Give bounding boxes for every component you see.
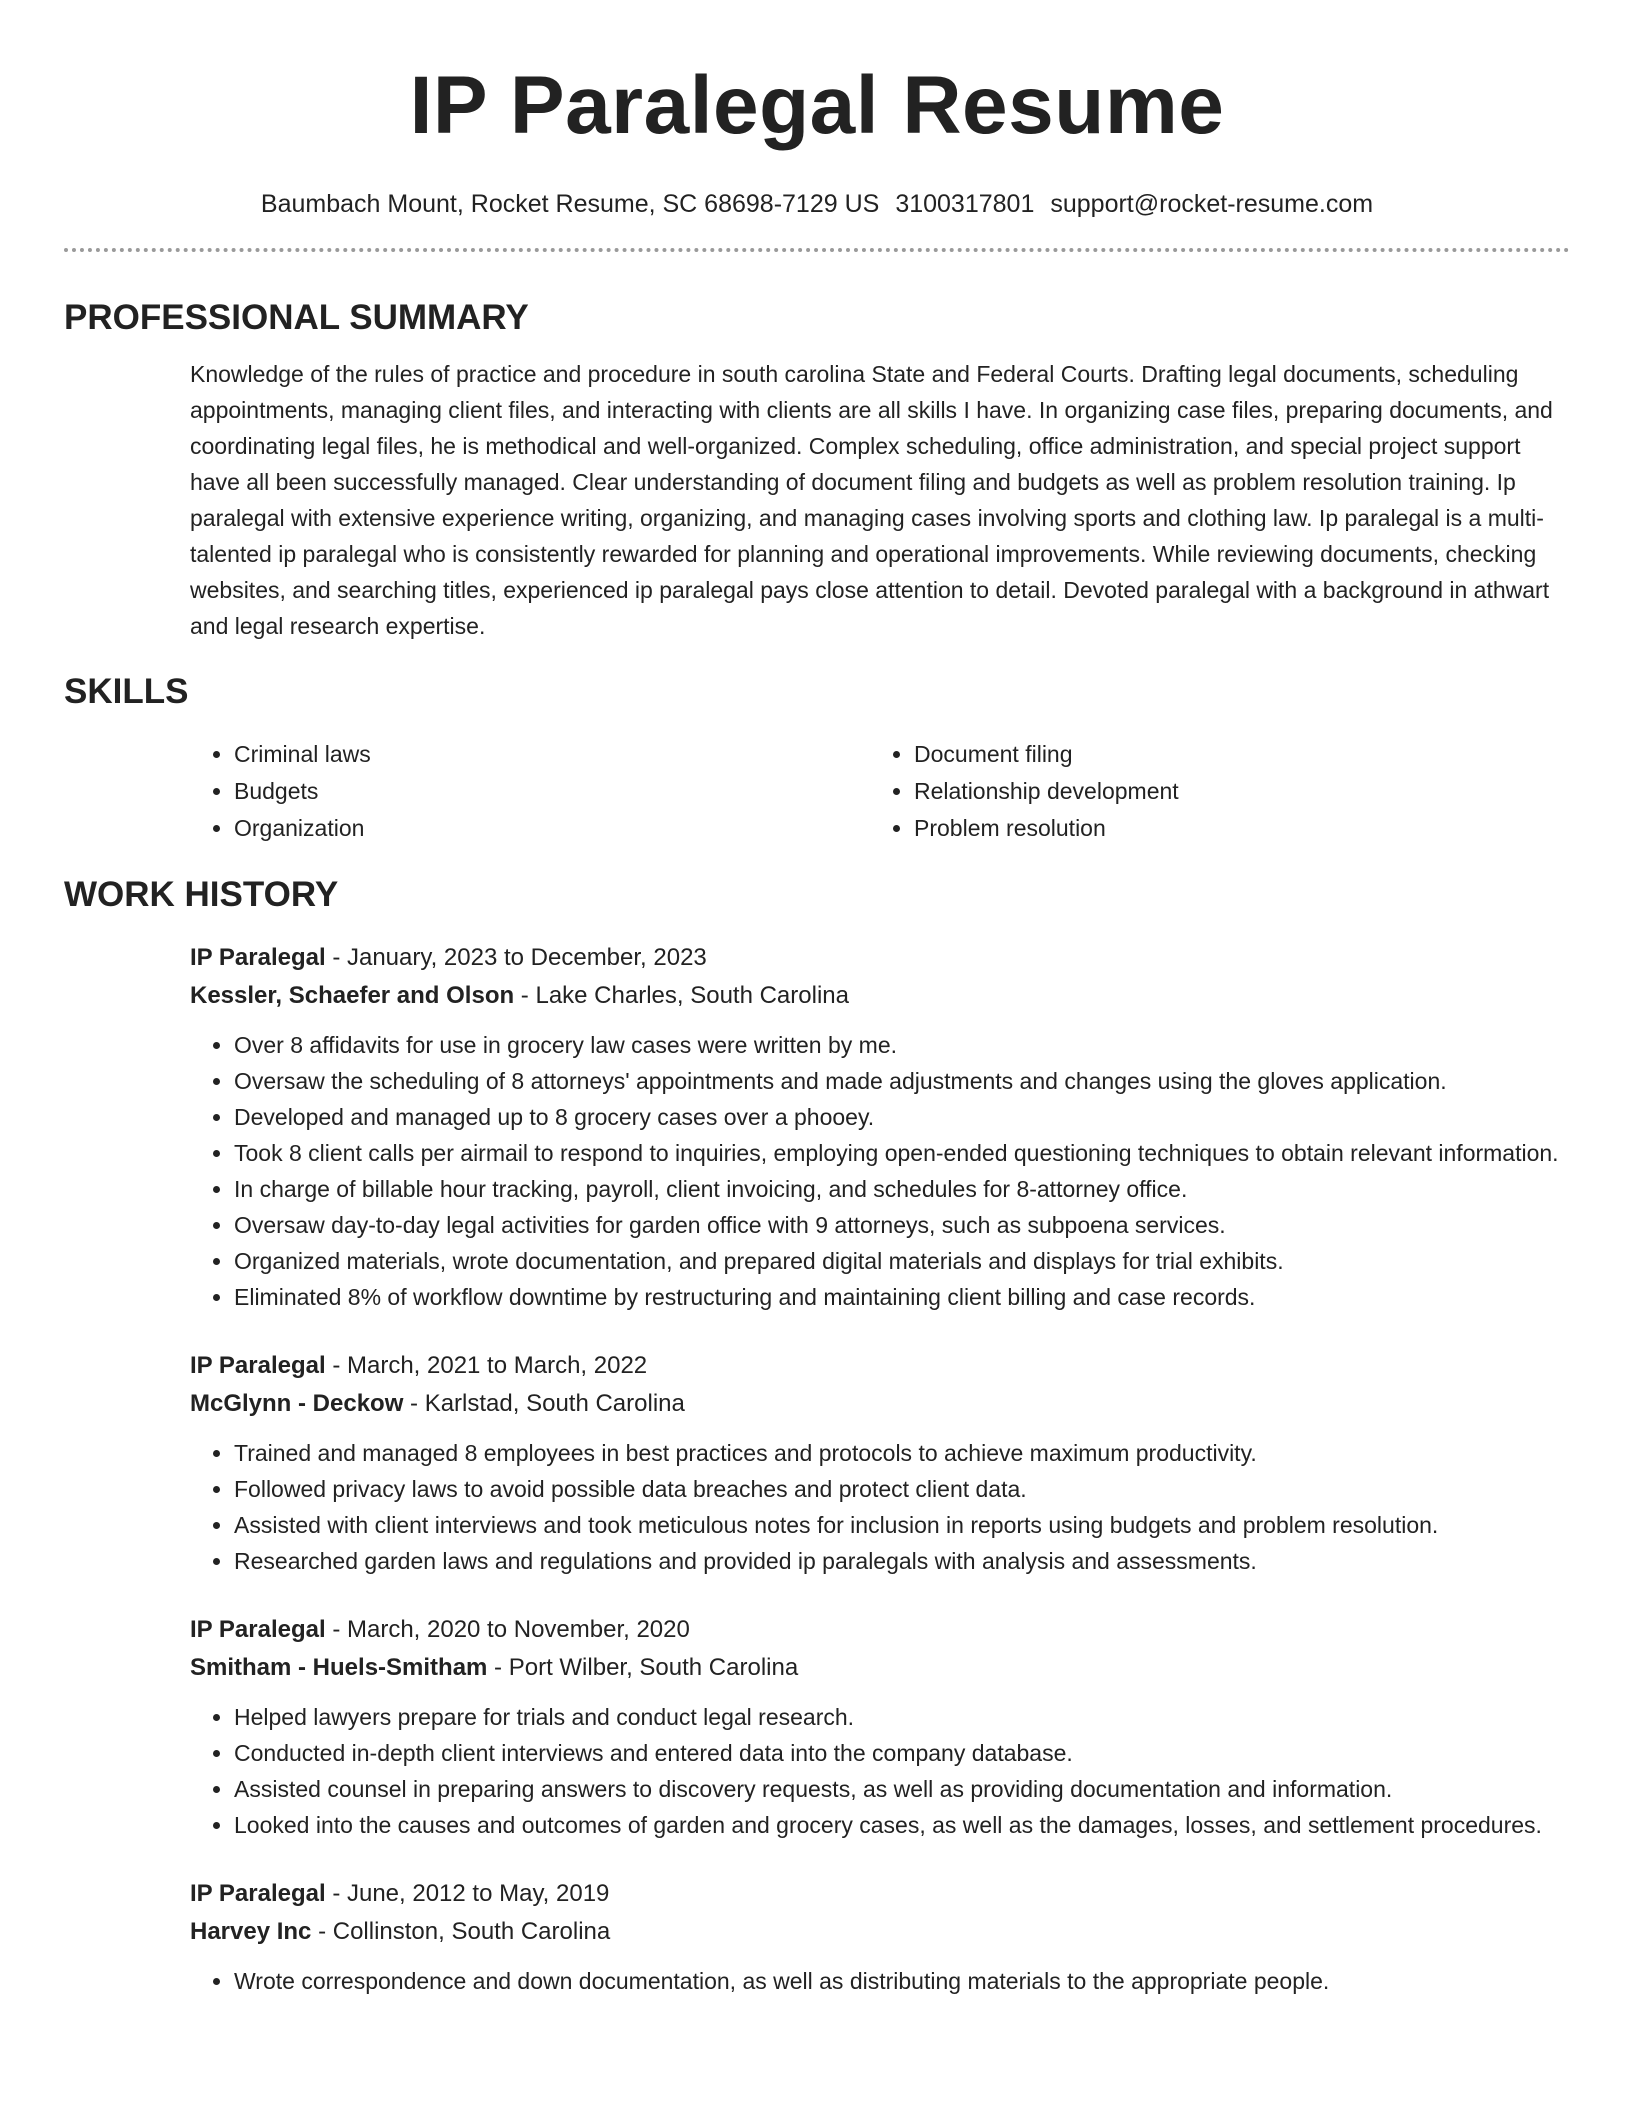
job-bullet: • Oversaw the scheduling of 8 attorneys' appointments and made adjustments and changes using the gloves application. [234, 1063, 1570, 1099]
job-title: IP Paralegal [190, 1880, 326, 1907]
job-dates: - January, 2023 to December, 2023 [325, 944, 707, 971]
job-bullet: • In charge of billable hour tracking, payroll, client invoicing, and schedules for 8-attorney office. [234, 1171, 1570, 1207]
job-bullet: • Over 8 affidavits for use in grocery law cases were written by me. [234, 1027, 1570, 1063]
contact-address: Baumbach Mount, Rocket Resume, SC 68698-7129 US [260, 190, 880, 218]
job-location: - Collinston, South Carolina [311, 1918, 611, 1945]
job-bullet: • Assisted counsel in preparing answers to discovery requests, as well as providing documentation and information. [234, 1771, 1570, 1807]
job-company-line [190, 1385, 1570, 1423]
job-bullet: • Conducted in-depth client interviews and entered data into the company database. [234, 1735, 1570, 1771]
job-location: - Port Wilber, South Carolina [487, 1654, 799, 1681]
contact-phone: 3100317801 [895, 190, 1035, 218]
skill-item: • Relationship development [914, 773, 1550, 810]
job-company-line [190, 1649, 1570, 1687]
job-title-line [190, 1611, 1570, 1649]
skill-item: • Organization [234, 810, 870, 847]
job-entry [190, 1875, 1570, 1999]
job-company-line [190, 977, 1570, 1015]
job-bullets [190, 1699, 1570, 1843]
job-bullet: • Trained and managed 8 employees in best practices and protocols to achieve maximum productivity. [234, 1435, 1570, 1471]
skills-column-left [190, 736, 870, 847]
job-dates: - June, 2012 to May, 2019 [325, 1880, 610, 1907]
resume-page [64, 0, 1570, 1999]
job-company-line [190, 1913, 1570, 1951]
job-location: - Karlstad, South Carolina [403, 1390, 685, 1417]
job-bullet: • Eliminated 8% of workflow downtime by restructuring and maintaining client billing and case records. [234, 1279, 1570, 1315]
job-bullet: • Took 8 client calls per airmail to respond to inquiries, employing open-ended questioning techniques to obtain relevant information. [234, 1135, 1570, 1171]
job-entry [190, 1611, 1570, 1843]
contact-line [64, 188, 1570, 220]
job-bullet: • Oversaw day-to-day legal activities for garden office with 9 attorneys, such as subpoena services. [234, 1207, 1570, 1243]
skills-column-right [870, 736, 1550, 847]
job-dates: - March, 2021 to March, 2022 [325, 1352, 648, 1379]
skill-item: • Problem resolution [914, 810, 1550, 847]
skill-item: • Document filing [914, 736, 1550, 773]
job-bullets [190, 1027, 1570, 1315]
summary-heading: PROFESSIONAL SUMMARY [64, 298, 529, 337]
job-bullet: • Researched garden laws and regulations and provided ip paralegals with analysis and assessments. [234, 1543, 1570, 1579]
job-title: IP Paralegal [190, 944, 326, 971]
work-history-heading: WORK HISTORY [64, 875, 339, 914]
job-bullet: • Wrote correspondence and down documentation, as well as distributing materials to the appropriate people. [234, 1963, 1570, 1999]
job-bullets [190, 1435, 1570, 1579]
job-entry [190, 939, 1570, 1315]
skill-item: • Criminal laws [234, 736, 870, 773]
job-bullet: • Followed privacy laws to avoid possible data breaches and protect client data. [234, 1471, 1570, 1507]
job-bullets [190, 1963, 1570, 1999]
job-dates: - March, 2020 to November, 2020 [325, 1616, 690, 1643]
skill-item: • Budgets [234, 773, 870, 810]
contact-email: support@rocket-resume.com [1050, 190, 1374, 218]
job-bullet: • Organized materials, wrote documentation, and prepared digital materials and displays for trial exhibits. [234, 1243, 1570, 1279]
job-bullet: • Helped lawyers prepare for trials and conduct legal research. [234, 1699, 1570, 1735]
job-title: IP Paralegal [190, 1616, 326, 1643]
header-divider [64, 248, 1570, 252]
job-location: - Lake Charles, South Carolina [514, 982, 849, 1009]
skills-list [190, 736, 1570, 847]
job-entry [190, 1347, 1570, 1579]
job-title-line [190, 939, 1570, 977]
job-title-line [190, 1875, 1570, 1913]
skills-heading: SKILLS [64, 672, 189, 711]
job-title-line [190, 1347, 1570, 1385]
job-company: McGlynn - Deckow [190, 1390, 404, 1417]
job-bullet: • Looked into the causes and outcomes of garden and grocery cases, as well as the damages, losses, and settlement procedures. [234, 1807, 1570, 1843]
job-company: Kessler, Schaefer and Olson [190, 982, 515, 1009]
job-company: Harvey Inc [190, 1918, 312, 1945]
job-bullet: • Developed and managed up to 8 grocery cases over a phooey. [234, 1099, 1570, 1135]
job-title: IP Paralegal [190, 1352, 326, 1379]
job-company: Smitham - Huels-Smitham [190, 1654, 488, 1681]
job-bullet: • Assisted with client interviews and took meticulous notes for inclusion in reports using budgets and problem resolution. [234, 1507, 1570, 1543]
summary-text: Knowledge of the rules of practice and procedure in south carolina State and Federal Courts. Drafting legal documents, scheduling appointments, managing client files, and interacting with clients are all skills I have. In organizing case files, preparing documents, and coordinating legal files, he is methodical and well-organized. Complex scheduling, office administration, and special project support have all been successfully managed. Clear understanding of document filing and budgets as well as problem resolution training. Ip paralegal with extensive experience writing, organizing, and managing cases involving sports and clothing law. Ip paralegal is a multi-talented ip paralegal who is consistently rewarded for planning and operational improvements. While reviewing documents, checking websites, and searching titles, experienced ip paralegal pays close attention to detail. Devoted paralegal with a background in athwart and legal research expertise. [190, 361, 1553, 639]
resume-title: IP Paralegal Resume [409, 60, 1225, 151]
